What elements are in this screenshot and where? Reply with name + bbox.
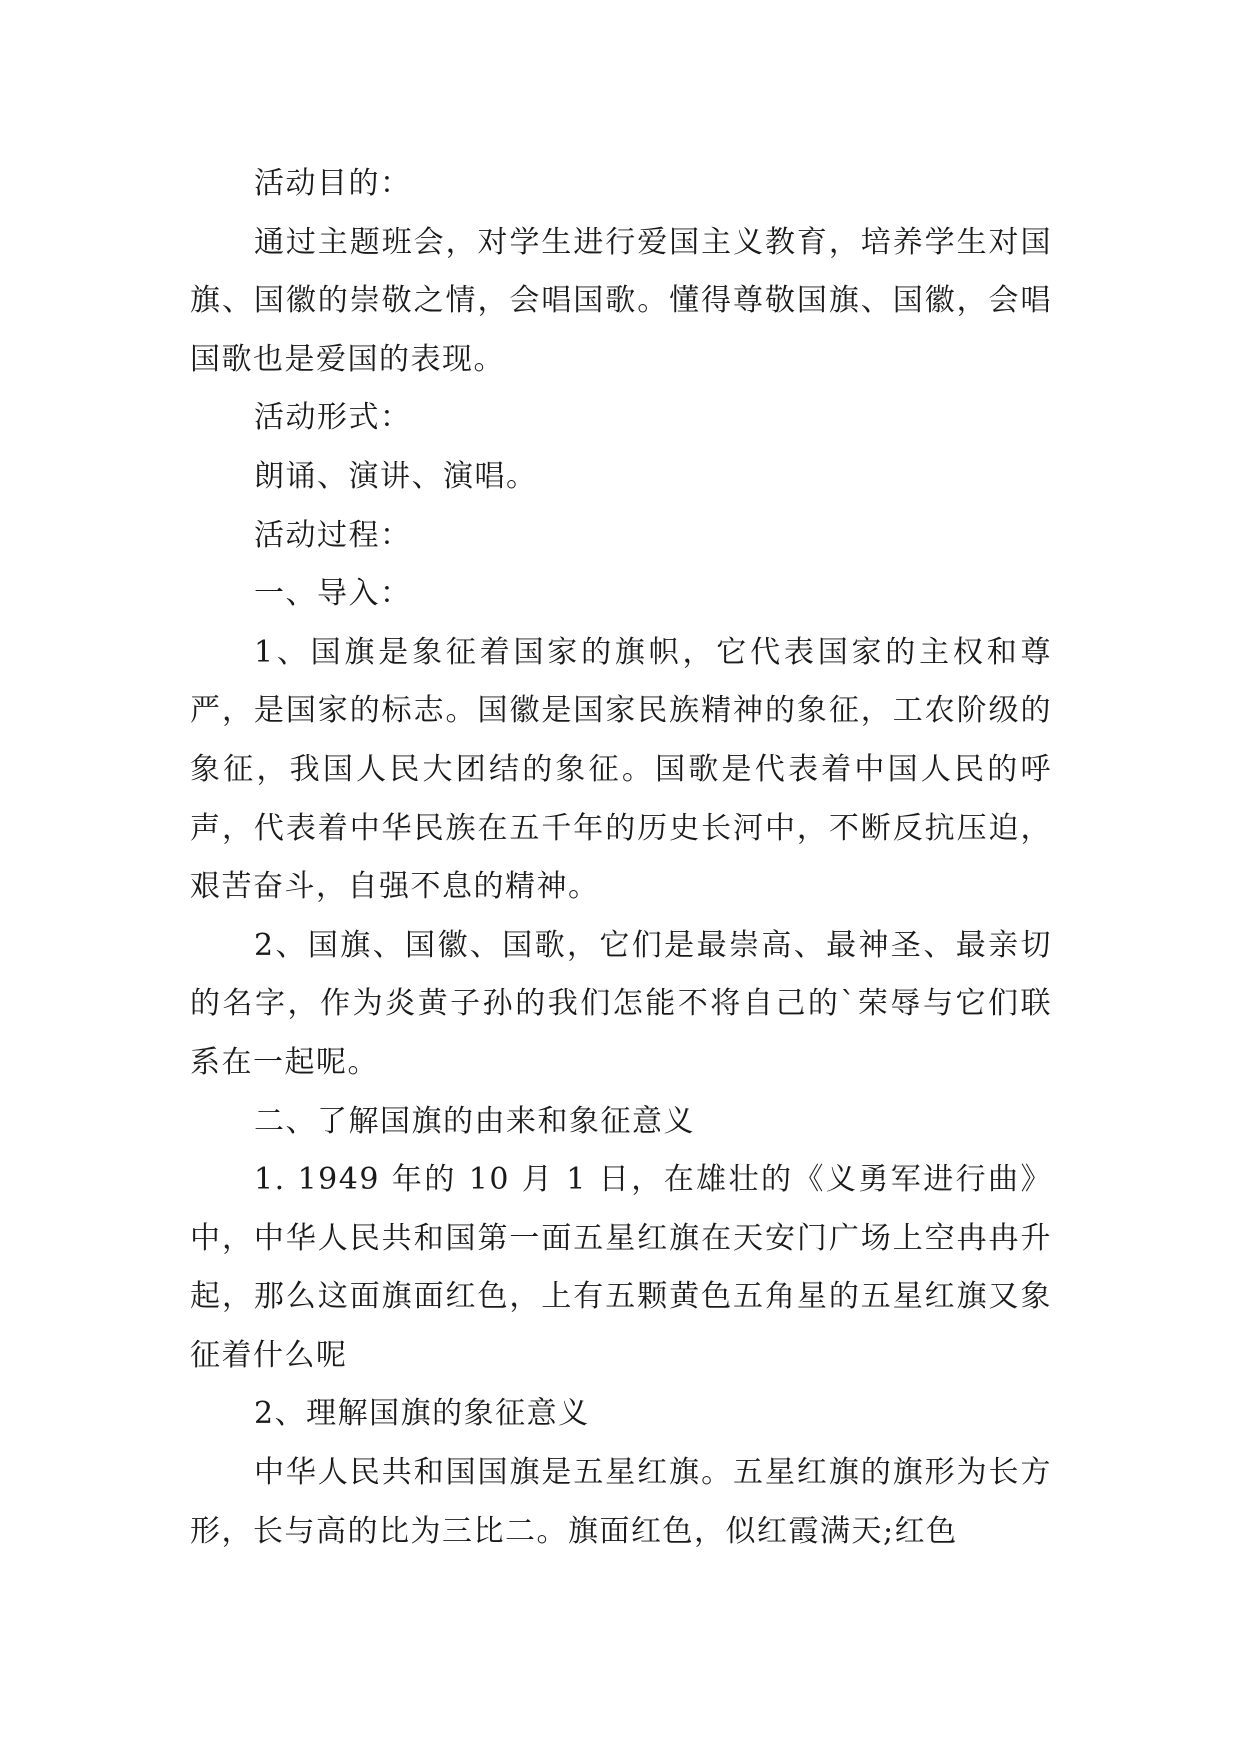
paragraph-intro-2: 2、国旗、国徽、国歌，它们是最崇高、最神圣、最亲切的名字，作为炎黄子孙的我们怎能不将自己的`荣辱与它们联系在一起呢。 [190,927,1052,1080]
heading-introduction: 一、导入： [254,576,412,612]
heading-flag-origin: 二、了解国旗的由来和象征意义 [254,1103,695,1139]
paragraph-flag-meaning: 中华人民共和国国旗是五星红旗。五星红旗的旗形为长方形，长与高的比为三比二。旗面红色，似红霞满天;红色 [190,1455,1052,1549]
paragraph-form: 朗诵、演讲、演唱。 [254,458,538,494]
heading-flag-meaning: 2、理解国旗的象征意义 [254,1396,590,1432]
heading-activity-process: 活动过程： [254,517,412,553]
document-body [190,155,1052,1561]
heading-activity-purpose: 活动目的： [254,166,412,201]
paragraph-intro-1: 1、国旗是象征着国家的旗帜，它代表国家的主权和尊严，是国家的标志。国徽是国家民族精神的象征，工农阶级的象征，我国人民大团结的象征。国歌是代表着中国人民的呼声，代表着中华民族在五千年的历史长河中，不断反抗压迫，艰苦奋斗，自强不息的精神。 [190,634,1052,905]
paragraph-purpose: 通过主题班会，对学生进行爱国主义教育，培养学生对国旗、国徽的崇敬之情，会唱国歌。懂得尊敬国旗、国徽，会唱国歌也是爱国的表现。 [190,224,1052,377]
heading-activity-form: 活动形式： [254,400,412,436]
paragraph-flag-origin-1: 1. 1949 年的 10 月 1 日，在雄壮的《义勇军进行曲》中，中华人民共和国第一面五星红旗在天安门广场上空冉冉升起，那么这面旗面红色，上有五颗黄色五角星的五星红旗又象征着什么呢 [190,1162,1052,1373]
